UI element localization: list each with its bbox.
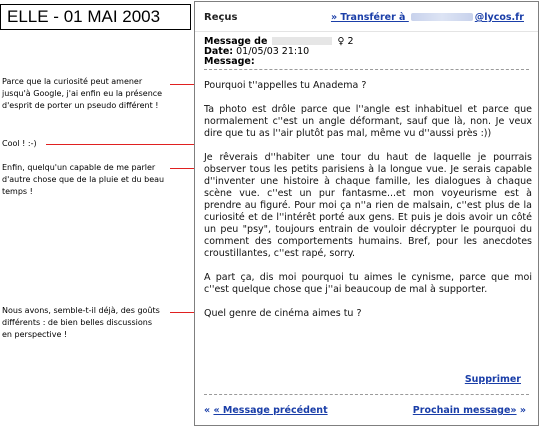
annotation-line: d'esprit de porter un pseudo différent ! xyxy=(2,101,159,110)
sender-label: Message de xyxy=(204,36,268,47)
transfer-link[interactable] xyxy=(331,12,524,23)
message-paragraph: A part ça, dis moi pourquoi tu aimes le cynisme, parce que moi c''est quelque chose que j''ai beaucoup de mal à supporter. xyxy=(204,272,532,295)
message-body xyxy=(204,80,532,320)
message-header xyxy=(195,2,538,32)
message-paragraph: Ta photo est drôle parce que l''angle est inhabituel et parce que normalement c''est un angle déformant, sauf que là, non. Je veux dire que tu as l''air plutôt pas mal, même vu d''aussi près :)) xyxy=(204,104,532,139)
annotation-line: jusqu'à Google, j'ai enfin eu la présence xyxy=(2,89,163,98)
page-title: ELLE - 01 MAI 2003 xyxy=(0,4,191,30)
next-message-label: Prochain message» xyxy=(412,405,517,416)
redacted-sender xyxy=(272,37,332,45)
divider xyxy=(204,394,529,395)
message-meta xyxy=(204,37,354,67)
message-paragraph: Je rêverais d''habiter une tour du haut de laquelle je pourrais observer tous les petits parisiens à la longue vue. Je serais capable d''inventer une histoire à chaque famille, les dialogues à chaque scène vue. c''est un pur fantasme...et mon voyeurisme est à prendre au figuré. Pour moi ça n''a rien de malsain, c''est plus de la curiosité et de l''intérêt porté aux gens. Et puis je dois avoir un côté un peu "psy", toujours entrain de vouloir décrypter le pourquoi du comment des comportements humains. Bref, pour les anecdotes croustillantes, c''est rapé, sorry. xyxy=(204,152,532,259)
annotation-line: Cool ! :-) xyxy=(2,139,37,148)
message-label: Message: xyxy=(204,56,255,67)
annotation-line: temps ! xyxy=(2,187,33,196)
redacted-email xyxy=(411,13,473,21)
annotation-4 xyxy=(2,305,172,341)
delete-link[interactable]: Supprimer xyxy=(464,374,521,385)
next-message-link[interactable] xyxy=(413,405,526,416)
transfer-suffix: @lycos.fr xyxy=(474,12,524,23)
previous-message-link[interactable] xyxy=(204,405,328,416)
divider xyxy=(204,69,529,70)
annotation-line: en perspective ! xyxy=(2,330,68,339)
annotation-line: Parce que la curiosité peut amener xyxy=(2,77,143,86)
message-label-row xyxy=(204,57,354,67)
date-label: Date: xyxy=(204,46,234,57)
annotation-line: d'autre chose que de la pluie et du beau xyxy=(2,175,165,184)
annotation-line: différents : de bien belles discussions xyxy=(2,318,153,327)
previous-message-label: « Message précédent xyxy=(213,405,328,416)
sender-suffix: ♀ 2 xyxy=(337,36,354,47)
message-paragraph: Pourquoi t''appelles tu Anadema ? xyxy=(204,80,367,91)
transfer-prefix: » Transférer à xyxy=(330,12,406,23)
annotation-line: Enfin, quelqu'un capable de me parler xyxy=(2,163,156,172)
annotation-1 xyxy=(2,76,172,112)
message-panel xyxy=(194,1,539,426)
date-value: 01/05/03 21:10 xyxy=(236,46,310,57)
message-paragraph: Quel genre de cinéma aimes tu ? xyxy=(204,308,362,319)
annotation-pointer-2 xyxy=(46,144,206,145)
annotation-line: Nous avons, semble-t-il déjà, des goûts xyxy=(2,306,160,315)
annotation-3 xyxy=(2,162,172,198)
prev-arrow-icon: « xyxy=(204,405,211,416)
next-arrow-icon: » xyxy=(519,405,526,416)
folder-title: Reçus xyxy=(204,12,238,23)
